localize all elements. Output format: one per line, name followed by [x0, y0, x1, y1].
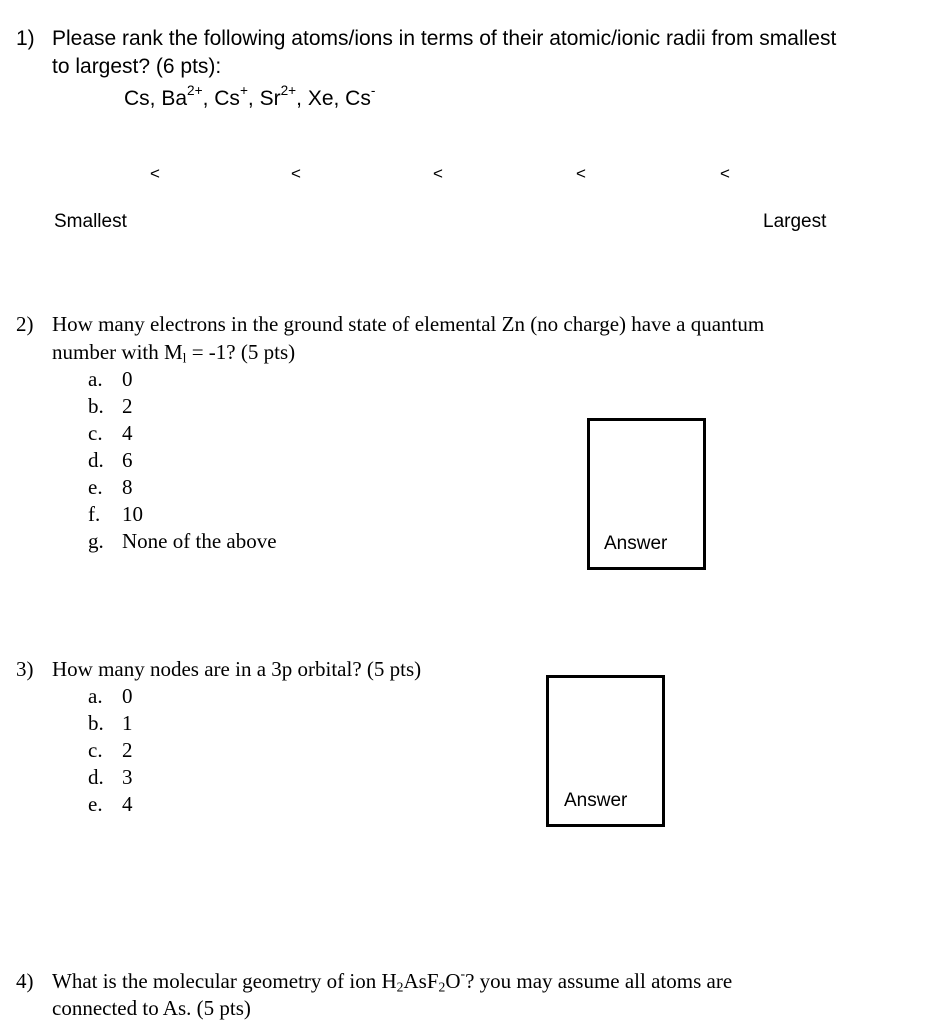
less-than-sign: <: [150, 164, 160, 183]
question-3-number: 3): [16, 657, 34, 681]
less-than-sign: <: [433, 164, 443, 183]
question-3-text: How many nodes are in a 3p orbital? (5 pts): [52, 657, 422, 681]
question-4-text-line1: What is the molecular geometry of ion $H_2AsF_2O^-$? you may assume all atoms are: [52, 965, 733, 995]
question-1-number: 1): [16, 27, 35, 50]
less-than-sign: <: [720, 164, 730, 183]
question-1-text-line2: to largest? (6 pts):: [52, 55, 222, 78]
species-cs: Cs: [124, 87, 150, 110]
less-than-sign: <: [291, 164, 301, 183]
largest-label: Largest: [763, 211, 827, 232]
less-than-sign: <: [576, 164, 586, 183]
species-csplus: Cs+: [214, 82, 248, 110]
species-sr2plus: $Sr^{2+}$: [259, 82, 297, 110]
question-2-text-line2: number with $M_l = -1$? (5 pts): [52, 340, 296, 366]
answer-label: Answer: [604, 533, 668, 554]
question-4-text-line2: connected to As. (5 pts): [52, 996, 251, 1020]
species-ba2plus: $Ba^{2+}$: [161, 82, 203, 110]
species-xe: Xe: [307, 87, 334, 110]
species-list: Cs, $Ba^{2+}$, Cs+, $Sr^{2+}$, Xe, Cs-: [124, 82, 376, 110]
question-2-text-line1: How many electrons in the ground state of elemental Zn (no charge) have a quantum: [52, 312, 765, 336]
smallest-label: Smallest: [54, 211, 127, 232]
question-1-text-line1: Please rank the following atoms/ions in terms of their atomic/ionic radii from smallest: [52, 27, 837, 50]
species-csminus: Cs-: [345, 82, 376, 110]
question-2-number: 2): [16, 312, 34, 336]
question-4-number: 4): [16, 969, 34, 993]
answer-label: Answer: [564, 790, 628, 811]
